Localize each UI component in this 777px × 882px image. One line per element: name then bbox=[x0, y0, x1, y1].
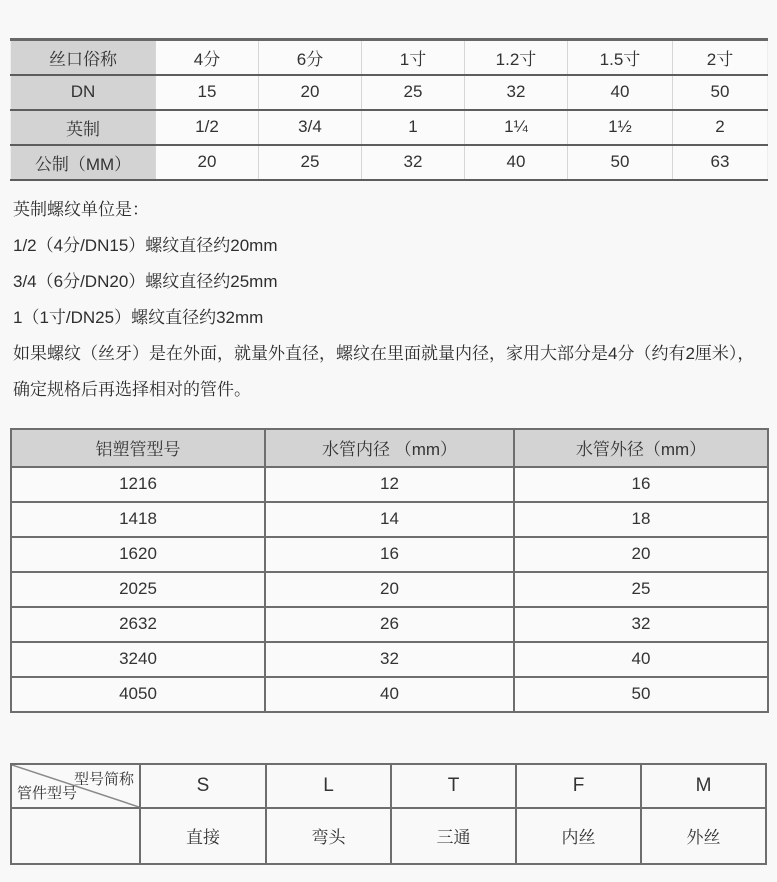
table-row bbox=[11, 677, 768, 712]
fitting-name-cell: 三通 bbox=[391, 808, 516, 864]
table-cell: 15 bbox=[156, 75, 259, 110]
pipe-size-table bbox=[10, 428, 769, 713]
table-cell: 20 bbox=[156, 145, 259, 180]
table-cell: 18 bbox=[514, 502, 768, 537]
paragraph-measuring-tip: 如果螺纹（丝牙）是在外面，就量外直径，螺纹在里面就量内径，家用大部分是4分（约有2厘米），确定规格后再选择相对的管件。 bbox=[13, 343, 755, 399]
table-cell: 32 bbox=[465, 75, 568, 110]
table-cell: 4分 bbox=[156, 40, 259, 75]
table-cell: 40 bbox=[514, 642, 768, 677]
table-cell: 50 bbox=[673, 75, 768, 110]
table-row bbox=[11, 572, 768, 607]
table-row bbox=[11, 75, 768, 110]
row-header-metric: 公制（MM） bbox=[11, 145, 156, 180]
table-cell: 50 bbox=[514, 677, 768, 712]
table-header-row bbox=[11, 764, 766, 808]
paragraph-thread-unit-title: 英制螺纹单位是： bbox=[13, 199, 149, 219]
table-row bbox=[11, 642, 768, 677]
thread-size-table bbox=[10, 38, 768, 181]
table-cell: 32 bbox=[265, 642, 514, 677]
fitting-name-cell: 外丝 bbox=[641, 808, 766, 864]
table-cell: 3/4 bbox=[259, 110, 362, 145]
table-cell: 16 bbox=[514, 467, 768, 502]
table-row bbox=[11, 808, 766, 864]
table-cell: 1寸 bbox=[362, 40, 465, 75]
table-cell: 26 bbox=[265, 607, 514, 642]
table-cell: 25 bbox=[259, 145, 362, 180]
table-cell: 63 bbox=[673, 145, 768, 180]
code-letter-cell: F bbox=[516, 764, 641, 808]
table-cell: 1216 bbox=[11, 467, 265, 502]
table-cell: 12 bbox=[265, 467, 514, 502]
table-cell: 6分 bbox=[259, 40, 362, 75]
code-letter-cell: M bbox=[641, 764, 766, 808]
header-outer-diameter: 水管外径（mm） bbox=[514, 429, 768, 467]
table-cell: 40 bbox=[265, 677, 514, 712]
table-cell: 14 bbox=[265, 502, 514, 537]
fitting-code-table bbox=[10, 763, 767, 865]
table-cell: 1 bbox=[362, 110, 465, 145]
table-row bbox=[11, 537, 768, 572]
table-cell: 32 bbox=[514, 607, 768, 642]
table-cell: 2寸 bbox=[673, 40, 768, 75]
table-cell: 1½ bbox=[568, 110, 673, 145]
table-cell: 20 bbox=[259, 75, 362, 110]
table-cell: 40 bbox=[568, 75, 673, 110]
table-cell: 1620 bbox=[11, 537, 265, 572]
table-cell: 1¼ bbox=[465, 110, 568, 145]
table-cell: 50 bbox=[568, 145, 673, 180]
table-cell: 25 bbox=[362, 75, 465, 110]
table-cell: 40 bbox=[465, 145, 568, 180]
row-header-dn: DN bbox=[11, 75, 156, 110]
table-cell: 2 bbox=[673, 110, 768, 145]
code-letter-cell: L bbox=[266, 764, 391, 808]
code-letter-cell: T bbox=[391, 764, 516, 808]
row-header-thread-name: 丝口俗称 bbox=[11, 40, 156, 75]
fitting-name-cell: 弯头 bbox=[266, 808, 391, 864]
code-letter-cell: S bbox=[140, 764, 266, 808]
paragraph-spec-dn15: 1/2（4分/DN15）螺纹直径约20mm bbox=[13, 235, 278, 255]
row-header-imperial: 英制 bbox=[11, 110, 156, 145]
table-row bbox=[11, 607, 768, 642]
table-cell: 20 bbox=[265, 572, 514, 607]
table-row bbox=[11, 110, 768, 145]
header-inner-diameter: 水管内径 （mm） bbox=[265, 429, 514, 467]
table-cell: 20 bbox=[514, 537, 768, 572]
table-cell: 3240 bbox=[11, 642, 265, 677]
table-row bbox=[11, 40, 768, 75]
paragraph-spec-dn20: 3/4（6分/DN20）螺纹直径约25mm bbox=[13, 271, 278, 291]
table-cell: 32 bbox=[362, 145, 465, 180]
header-pipe-model: 铝塑管型号 bbox=[11, 429, 265, 467]
table-cell: 1418 bbox=[11, 502, 265, 537]
table-header-row bbox=[11, 429, 768, 467]
table-cell: 1.5寸 bbox=[568, 40, 673, 75]
table-cell: 16 bbox=[265, 537, 514, 572]
table-cell: 4050 bbox=[11, 677, 265, 712]
explanation-text-block bbox=[13, 192, 777, 408]
table-cell: 25 bbox=[514, 572, 768, 607]
empty-cell bbox=[11, 808, 140, 864]
fitting-name-cell: 内丝 bbox=[516, 808, 641, 864]
fitting-name-cell: 直接 bbox=[140, 808, 266, 864]
table-row bbox=[11, 502, 768, 537]
paragraph-spec-dn25: 1（1寸/DN25）螺纹直径约32mm bbox=[13, 307, 264, 327]
table-cell: 2632 bbox=[11, 607, 265, 642]
table-cell: 1/2 bbox=[156, 110, 259, 145]
table-cell: 2025 bbox=[11, 572, 265, 607]
table-cell: 1.2寸 bbox=[465, 40, 568, 75]
table-row bbox=[11, 467, 768, 502]
corner-label-code: 型号简称 bbox=[73, 770, 134, 788]
diagonal-header-cell bbox=[11, 764, 140, 808]
table-row bbox=[11, 145, 768, 180]
corner-label-fitting: 管件型号 bbox=[17, 784, 78, 802]
